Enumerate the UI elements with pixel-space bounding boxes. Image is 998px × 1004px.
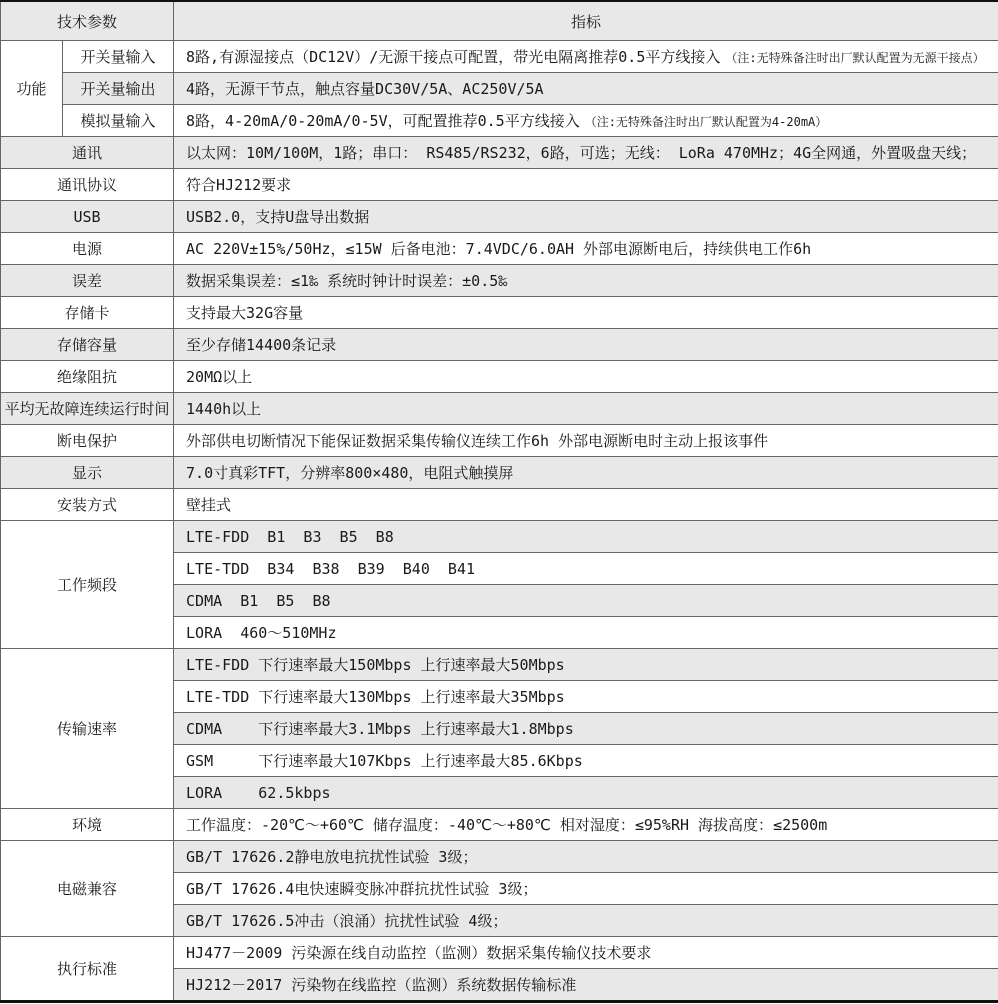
- spec-text: HJ212－2017 污染物在线监控（监测）系统数据传输标准: [186, 976, 577, 994]
- spec-text: LORA 460～510MHz: [186, 624, 337, 642]
- spec-text: 8路,有源湿接点（DC12V）/无源干接点可配置，带光电隔离推荐0.5平方线接入: [186, 48, 721, 66]
- spec-value: [174, 777, 998, 809]
- table-row: [1, 169, 998, 201]
- spec-value: [174, 361, 998, 393]
- spec-text: CDMA B1 B5 B8: [186, 591, 331, 610]
- standard-group-cell: 执行标准: [1, 937, 174, 1002]
- function-group-cell: 功能: [1, 41, 63, 137]
- spec-text: GB/T 17626.5冲击（浪涌）抗扰性试验 4级；: [186, 912, 508, 930]
- spec-value: [174, 585, 998, 617]
- spec-text: GB/T 17626.2静电放电抗扰性试验 3级；: [186, 848, 478, 866]
- spec-value: [174, 521, 998, 553]
- spec-value: [174, 425, 998, 457]
- spec-value: [174, 393, 998, 425]
- spec-text: 符合HJ212要求: [186, 176, 292, 194]
- spec-text: 工作温度：-20℃～+60℃ 储存温度：-40℃～+80℃ 相对湿度：≤95%RH 海拔高度：≤2500m: [186, 816, 828, 834]
- spec-text: GSM 下行速率最大107Kbps 上行速率最大85.6Kbps: [186, 752, 583, 770]
- spec-value: [174, 201, 998, 233]
- spec-value: [174, 553, 998, 585]
- spec-value: [174, 73, 998, 105]
- table-row: [1, 393, 998, 425]
- spec-text: 20MΩ以上: [186, 368, 253, 386]
- spec-value: [174, 873, 998, 905]
- spec-value: [174, 233, 998, 265]
- band-group-cell: 工作频段: [1, 521, 174, 649]
- table-row: [1, 361, 998, 393]
- table-row: [1, 297, 998, 329]
- table-row: [1, 201, 998, 233]
- table-row: [1, 649, 998, 681]
- param-label: 通讯协议: [1, 169, 174, 201]
- param-label: USB: [1, 201, 174, 233]
- header-value-cell: 指标: [174, 1, 998, 41]
- spec-value: [174, 265, 998, 297]
- spec-text: 4路，无源干节点，触点容量DC30V/5A、AC250V/5A: [186, 80, 544, 98]
- table-row: [1, 809, 998, 841]
- table-row: [1, 105, 998, 137]
- spec-value: [174, 41, 998, 73]
- param-label: 环境: [1, 809, 174, 841]
- spec-value: [174, 329, 998, 361]
- table-row: [1, 41, 998, 73]
- spec-value: [174, 169, 998, 201]
- spec-value: [174, 649, 998, 681]
- spec-value: [174, 809, 998, 841]
- spec-value: [174, 969, 998, 1002]
- table-row: [1, 425, 998, 457]
- spec-value: [174, 457, 998, 489]
- spec-text: GB/T 17626.4电快速瞬变脉冲群抗扰性试验 3级；: [186, 880, 538, 898]
- param-label: 存储容量: [1, 329, 174, 361]
- table-row: [1, 937, 998, 969]
- spec-value: [174, 713, 998, 745]
- spec-text: 支持最大32G容量: [186, 304, 304, 322]
- param-label: 存储卡: [1, 297, 174, 329]
- table-row: [1, 841, 998, 873]
- spec-text: 以太网：10M/100M，1路；串口： RS485/RS232，6路，可选；无线： LoRa 470MHz；4G全网通，外置吸盘天线；: [186, 144, 977, 162]
- table-row: [1, 329, 998, 361]
- spec-text: 外部供电切断情况下能保证数据采集传输仪连续工作6h 外部电源断电时主动上报该事件: [186, 432, 769, 450]
- param-label: 平均无故障连续运行时间: [1, 393, 174, 425]
- table-row: [1, 137, 998, 169]
- spec-text: 数据采集误差：≤1‰ 系统时钟计时误差：±0.5‰: [186, 272, 508, 290]
- rate-group-cell: 传输速率: [1, 649, 174, 809]
- spec-text: 7.0寸真彩TFT，分辨率800×480，电阻式触摸屏: [186, 464, 514, 482]
- param-label: 绝缘阻抗: [1, 361, 174, 393]
- spec-text: 8路，4-20mA/0-20mA/0-5V，可配置推荐0.5平方线接入: [186, 112, 580, 130]
- spec-note: （注:无特殊备注时出厂默认配置为无源干接点）: [725, 51, 985, 65]
- spec-value: [174, 489, 998, 521]
- emc-group-cell: 电磁兼容: [1, 841, 174, 937]
- spec-value: [174, 137, 998, 169]
- spec-text: 壁挂式: [186, 496, 232, 514]
- param-label: 误差: [1, 265, 174, 297]
- spec-value: [174, 937, 998, 969]
- spec-value: [174, 297, 998, 329]
- param-label: 电源: [1, 233, 174, 265]
- spec-value: [174, 105, 998, 137]
- spec-text: HJ477－2009 污染源在线自动监控（监测）数据采集传输仪技术要求: [186, 944, 652, 962]
- table-row: [1, 73, 998, 105]
- table-row: [1, 489, 998, 521]
- table-row: [1, 265, 998, 297]
- param-label: 安装方式: [1, 489, 174, 521]
- header-row: [1, 1, 998, 41]
- spec-note: （注:无特殊备注时出厂默认配置为4-20mA）: [584, 115, 828, 129]
- param-label: 通讯: [1, 137, 174, 169]
- spec-text: LTE-FDD 下行速率最大150Mbps 上行速率最大50Mbps: [186, 656, 565, 674]
- spec-text: LORA 62.5kbps: [186, 783, 331, 802]
- spec-text: LTE-FDD B1 B3 B5 B8: [186, 527, 394, 546]
- sub-param-label: 模拟量输入: [63, 105, 174, 137]
- spec-value: [174, 617, 998, 649]
- spec-text: AC 220V±15%/50Hz，≤15W 后备电池：7.4VDC/6.0AH 外部电源断电后，持续供电工作6h: [186, 240, 812, 258]
- spec-value: [174, 841, 998, 873]
- spec-value: [174, 905, 998, 937]
- spec-text: LTE-TDD 下行速率最大130Mbps 上行速率最大35Mbps: [186, 688, 565, 706]
- spec-value: [174, 745, 998, 777]
- table-row: [1, 457, 998, 489]
- param-label: 断电保护: [1, 425, 174, 457]
- sub-param-label: 开关量输入: [63, 41, 174, 73]
- spec-text: CDMA 下行速率最大3.1Mbps 上行速率最大1.8Mbps: [186, 720, 574, 738]
- spec-text: LTE-TDD B34 B38 B39 B40 B41: [186, 559, 475, 578]
- spec-text: 至少存储14400条记录: [186, 336, 337, 354]
- sub-param-label: 开关量输出: [63, 73, 174, 105]
- header-param-cell: 技术参数: [1, 1, 174, 41]
- spec-text: USB2.0，支持U盘导出数据: [186, 208, 370, 226]
- spec-value: [174, 681, 998, 713]
- table-row: [1, 521, 998, 553]
- param-label: 显示: [1, 457, 174, 489]
- spec-text: 1440h以上: [186, 400, 262, 418]
- table-row: [1, 233, 998, 265]
